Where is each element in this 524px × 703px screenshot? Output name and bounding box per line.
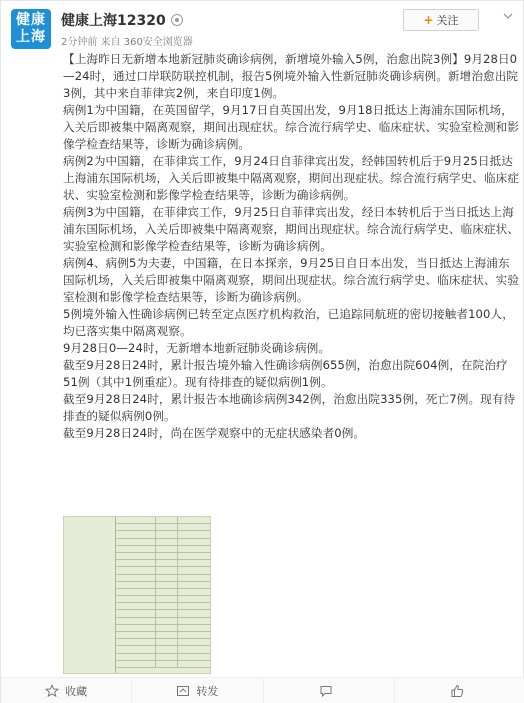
- author-row: [61, 11, 183, 29]
- image-table-cell: [156, 639, 178, 645]
- member-badge-icon: [171, 14, 183, 26]
- post-paragraph: 截至9月28日24时，尚在医学观察中的无症状感染者0例。: [63, 426, 366, 440]
- image-table-cell: [156, 553, 178, 559]
- image-table-row: [116, 539, 211, 546]
- image-table-row: [116, 524, 211, 531]
- post-paragraph-headline: 【上海昨日无新增本地新冠肺炎确诊病例，新增境外输入5例，治愈出院3例】9月28日0—24时，通过口岸联防联控机制，报告5例境外输入性新冠肺炎确诊病例。新增治愈出院3例，其中来自菲律宾2例，来自印度1例。: [63, 52, 519, 100]
- image-table-row: [116, 596, 211, 603]
- collect-label: 收藏: [65, 685, 88, 698]
- action-bar: [1, 677, 524, 703]
- image-table-row: [116, 589, 211, 596]
- image-table-row: [116, 575, 211, 582]
- collect-button[interactable]: [1, 678, 132, 703]
- follow-button[interactable]: [403, 9, 479, 31]
- image-table-cell: [116, 517, 156, 523]
- image-table-cell: [116, 539, 156, 545]
- image-table-cell: [116, 531, 156, 537]
- image-table-cell: [116, 618, 156, 624]
- image-table-cell: [116, 589, 156, 595]
- image-table-cell: [156, 632, 178, 638]
- image-table-cell: [156, 618, 178, 624]
- image-table-row: [116, 560, 211, 567]
- repost-button[interactable]: [132, 678, 263, 703]
- image-table-cell: [156, 610, 178, 616]
- image-table-row: [116, 639, 211, 646]
- image-table-row: [116, 603, 211, 610]
- image-table-cell: [156, 567, 178, 573]
- post-image-thumbnail[interactable]: [63, 516, 211, 674]
- image-table-cell: [156, 524, 178, 530]
- avatar[interactable]: [11, 9, 51, 49]
- image-table-cell: [116, 582, 156, 588]
- post-paragraph: 5例境外输入性确诊病例已转至定点医疗机构救治，已追踪同航班的密切接触者100人，均已落实集中隔离观察。: [63, 307, 514, 338]
- image-table-row: [116, 654, 211, 661]
- image-table-cell: [156, 603, 178, 609]
- repost-icon: [176, 684, 190, 698]
- image-table-row: [116, 553, 211, 560]
- image-table-row: [116, 625, 211, 632]
- image-table-cell: [116, 610, 156, 616]
- image-table-cell: [116, 553, 156, 559]
- post-paragraph: 病例2为中国籍，在菲律宾工作，9月24日自菲律宾出发，经韩国转机后于9月25日抵达上海浦东国际机场，入关后即被集中隔离观察，期间出现症状。综合流行病学史、临床症状、实验室检测和影像学检查结果等，诊断为确诊病例。: [63, 154, 520, 202]
- image-table-cell: [116, 524, 156, 530]
- plus-icon: +: [423, 13, 434, 27]
- post-paragraph: 截至9月28日24时，累计报告本地确诊病例342例，治愈出院335例，死亡7例。现有待排查的疑似病例0例。: [63, 392, 516, 423]
- post-header: [11, 7, 515, 47]
- image-table-row: [116, 610, 211, 617]
- image-table-row: [116, 546, 211, 553]
- post-body: [63, 51, 521, 442]
- image-table-cell: [116, 639, 156, 645]
- thumbs-up-icon: [450, 684, 464, 698]
- image-table-row: [116, 646, 211, 653]
- image-table-cell: [116, 567, 156, 573]
- image-table-row: [116, 517, 211, 524]
- image-table-cell: [156, 517, 178, 523]
- post-paragraph: 病例3为中国籍，在菲律宾工作，9月25日自菲律宾出发，经日本转机后于当日抵达上海浦东国际机场，入关后即被集中隔离观察，期间出现症状。综合流行病学史、临床症状、实验室检测和影像学检查结果等，诊断为确诊病例。: [63, 205, 520, 253]
- image-table-cell: [116, 654, 156, 660]
- image-table-cell: [116, 625, 156, 631]
- image-table-row: [116, 632, 211, 639]
- author-name[interactable]: 健康上海12320: [61, 13, 166, 29]
- post-paragraph: 病例1为中国籍，在英国留学，9月17日自英国出发，9月18日抵达上海浦东国际机场，入关后即被集中隔离观察，期间出现症状。综合流行病学史、临床症状、实验室检测和影像学检查结果等，诊断为确诊病例。: [63, 103, 520, 151]
- image-table-row: [116, 618, 211, 625]
- image-table-cell: [156, 539, 178, 545]
- image-table-cell: [116, 603, 156, 609]
- comment-button[interactable]: [264, 678, 395, 703]
- image-table-cell: [156, 596, 178, 602]
- image-table-cell: [156, 625, 178, 631]
- post-paragraph: 病例4、病例5为夫妻，中国籍，在日本探亲，9月25日自日本出发，当日抵达上海浦东国际机场，入关后即被集中隔离观察，期间出现症状。综合流行病学史、临床症状、实验室检测和影像学检查结果等，诊断为确诊病例。: [63, 256, 520, 304]
- image-table-row: [116, 582, 211, 589]
- comment-icon: [319, 684, 333, 698]
- image-table-cell: [116, 560, 156, 566]
- image-table-row: [116, 661, 211, 668]
- image-table-cell: [116, 596, 156, 602]
- image-table-cell: [116, 575, 156, 581]
- image-table-cell: [116, 546, 156, 552]
- image-table-cell: [116, 646, 156, 652]
- image-table-cell: [116, 661, 156, 667]
- image-left-column: [64, 517, 116, 673]
- image-table-cell: [156, 582, 178, 588]
- post-paragraph: 截至9月28日24时，累计报告境外输入性确诊病例655例，治愈出院604例，在院治疗51例（其中1例重症）。现有待排查的疑似病例1例。: [63, 358, 508, 389]
- star-icon: [45, 684, 59, 698]
- repost-label: 转发: [196, 685, 219, 698]
- like-button[interactable]: [395, 678, 524, 703]
- image-table-cell: [156, 646, 178, 652]
- image-table-row: [116, 531, 211, 538]
- image-table-cell: [156, 546, 178, 552]
- image-table-cell: [156, 560, 178, 566]
- follow-label: 关注: [436, 14, 459, 27]
- image-table-cell: [156, 661, 178, 667]
- avatar-text-line2: 上海: [16, 29, 46, 45]
- chevron-down-icon[interactable]: [503, 11, 513, 21]
- image-table-grid: [116, 517, 211, 673]
- image-table-cell: [156, 589, 178, 595]
- image-table-cell: [116, 632, 156, 638]
- image-table-cell: [156, 531, 178, 537]
- post-meta: 2分钟前 来自 360安全浏览器: [61, 37, 193, 48]
- avatar-text-line1: 健康: [16, 12, 46, 28]
- image-table-cell: [156, 575, 178, 581]
- post-paragraph: 9月28日0—24时，无新增本地新冠肺炎确诊病例。: [63, 341, 331, 355]
- image-table-cell: [156, 654, 178, 660]
- image-table-row: [116, 567, 211, 574]
